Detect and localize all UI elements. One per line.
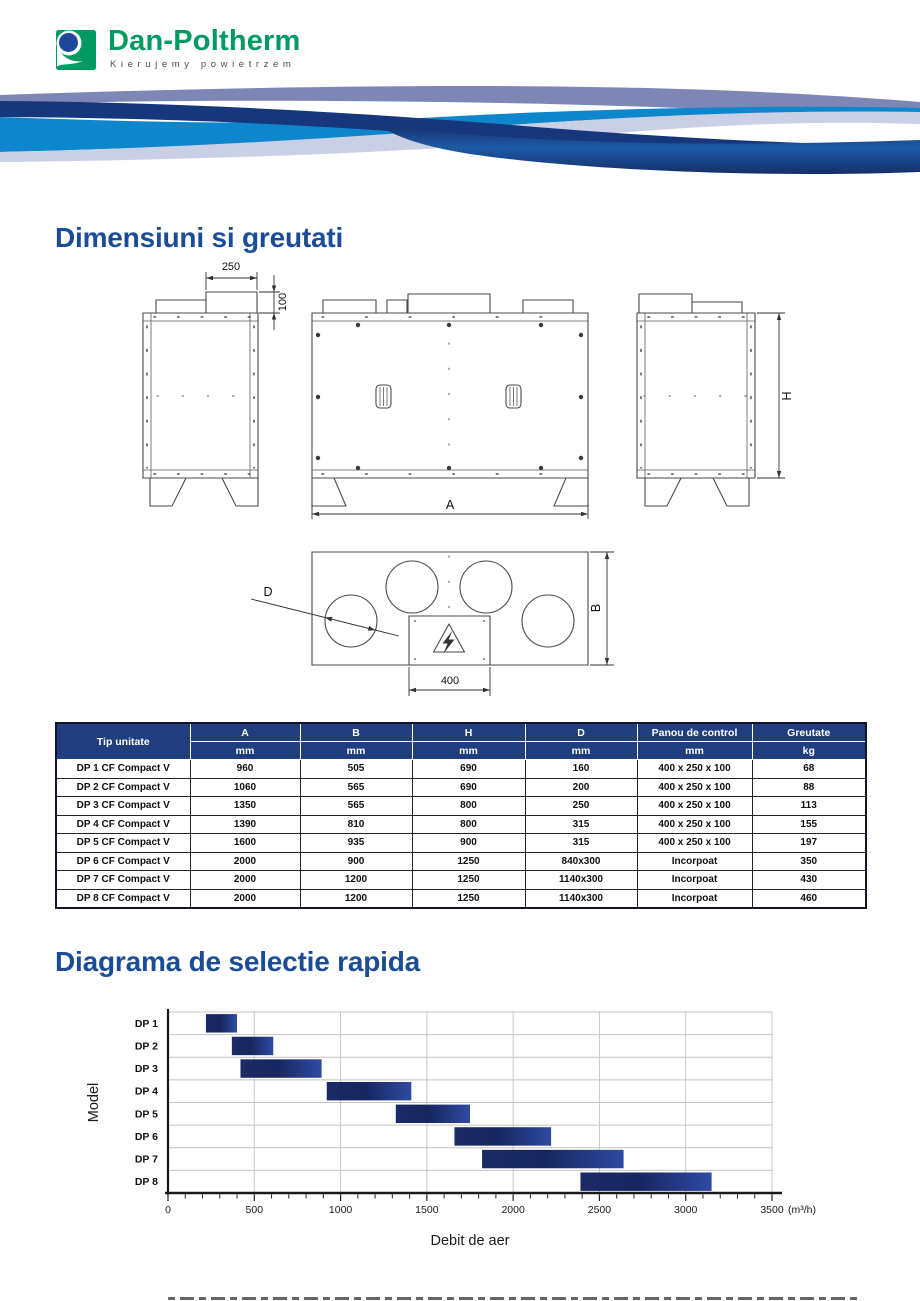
y-axis-label: DP 7 <box>134 1153 158 1166</box>
logo-dot <box>59 33 78 52</box>
table-row <box>56 834 866 853</box>
value-cell: 565 <box>300 778 412 797</box>
chart-bar <box>327 1082 412 1100</box>
table-row <box>56 889 866 908</box>
x-tick-label: 1000 <box>328 1204 353 1216</box>
table-row <box>56 760 866 779</box>
unit-header: mm <box>637 742 752 760</box>
value-cell: 1060 <box>190 778 300 797</box>
value-cell: 400 x 250 x 100 <box>637 778 752 797</box>
value-cell: 810 <box>300 815 412 834</box>
unit-header: mm <box>412 742 525 760</box>
dim-400-label: 400 <box>440 675 460 687</box>
dim-D-label: D <box>263 585 273 599</box>
dim-250-label: 250 <box>221 261 241 273</box>
chart-bar <box>240 1059 321 1077</box>
y-axis-label: DP 5 <box>134 1108 158 1121</box>
value-cell: 960 <box>190 760 300 779</box>
value-cell: 250 <box>525 797 637 816</box>
value-cell: 160 <box>525 760 637 779</box>
value-cell: 350 <box>752 852 866 871</box>
table-row <box>56 852 866 871</box>
y-axis-label: DP 6 <box>134 1130 158 1143</box>
col-header-tip-unitate: Tip unitate <box>56 723 190 760</box>
x-tick-label: 1500 <box>415 1204 439 1216</box>
value-cell: 1250 <box>412 889 525 908</box>
unit-type-cell: DP 3 CF Compact V <box>56 797 190 816</box>
value-cell: 315 <box>525 834 637 853</box>
logo-text <box>108 26 301 70</box>
value-cell: 1200 <box>300 871 412 890</box>
unit-type-cell: DP 4 CF Compact V <box>56 815 190 834</box>
value-cell: Incorpoat <box>637 889 752 908</box>
col-header-greutate: Greutate <box>752 723 866 742</box>
chart-bar <box>396 1105 470 1123</box>
chart-bar <box>454 1127 551 1145</box>
value-cell: 800 <box>412 815 525 834</box>
value-cell: 1600 <box>190 834 300 853</box>
x-tick-label: 3000 <box>674 1204 698 1216</box>
chart-bar <box>580 1172 711 1190</box>
y-axis-label: DP 3 <box>134 1063 158 1076</box>
unit-header: kg <box>752 742 866 760</box>
value-cell: 1390 <box>190 815 300 834</box>
unit-type-cell: DP 1 CF Compact V <box>56 760 190 779</box>
value-cell: 200 <box>525 778 637 797</box>
dim-100-label: 100 <box>277 292 289 312</box>
side-view-right-drawing <box>637 294 794 506</box>
unit-type-cell: DP 8 CF Compact V <box>56 889 190 908</box>
value-cell: 2000 <box>190 889 300 908</box>
value-cell: 900 <box>300 852 412 871</box>
dimensions-table <box>55 722 867 909</box>
side-view-left-drawing <box>143 261 289 506</box>
front-view-drawing <box>312 294 588 519</box>
value-cell: 1140x300 <box>525 889 637 908</box>
y-axis-label: DP 2 <box>134 1040 158 1053</box>
value-cell: 1350 <box>190 797 300 816</box>
x-axis-title: Debit de aer <box>430 1233 510 1249</box>
technical-drawings <box>0 255 920 700</box>
dim-A-label: A <box>445 498 455 512</box>
table-row <box>56 871 866 890</box>
x-tick-label: 2500 <box>587 1204 612 1216</box>
cut-off-footer-text <box>168 1297 860 1300</box>
unit-type-cell: DP 2 CF Compact V <box>56 778 190 797</box>
table-row <box>56 815 866 834</box>
value-cell: 505 <box>300 760 412 779</box>
value-cell: 2000 <box>190 871 300 890</box>
value-cell: 935 <box>300 834 412 853</box>
value-cell: 400 x 250 x 100 <box>637 797 752 816</box>
section-title-selection: Diagrama de selectie rapida <box>55 946 420 977</box>
value-cell: 1250 <box>412 852 525 871</box>
dimensions-table-body <box>56 760 866 909</box>
top-view-drawing <box>251 552 614 696</box>
value-cell: 460 <box>752 889 866 908</box>
value-cell: 565 <box>300 797 412 816</box>
value-cell: 840x300 <box>525 852 637 871</box>
value-cell: 1200 <box>300 889 412 908</box>
value-cell: 400 x 250 x 100 <box>637 815 752 834</box>
chart-bar <box>206 1014 237 1032</box>
col-header-d: D <box>525 723 637 742</box>
value-cell: 197 <box>752 834 866 853</box>
value-cell: 690 <box>412 778 525 797</box>
brand-tagline: Kierujemy powietrzem <box>110 59 296 71</box>
x-tick-label: 500 <box>245 1204 264 1216</box>
unit-type-cell: DP 5 CF Compact V <box>56 834 190 853</box>
value-cell: 900 <box>412 834 525 853</box>
value-cell: 113 <box>752 797 866 816</box>
value-cell: 155 <box>752 815 866 834</box>
table-header <box>56 723 866 760</box>
value-cell: 690 <box>412 760 525 779</box>
dim-B-label: B <box>589 603 603 613</box>
unit-header: mm <box>525 742 637 760</box>
value-cell: 88 <box>752 778 866 797</box>
value-cell: 68 <box>752 760 866 779</box>
wave-banner <box>0 86 920 196</box>
unit-header: mm <box>190 742 300 760</box>
col-header-panou: Panou de control <box>637 723 752 742</box>
value-cell: 1140x300 <box>525 871 637 890</box>
selection-chart <box>0 985 920 1285</box>
value-cell: Incorpoat <box>637 871 752 890</box>
value-cell: 400 x 250 x 100 <box>637 834 752 853</box>
brand-name: Dan-Poltherm <box>108 25 301 57</box>
y-axis-label: DP 8 <box>134 1176 158 1189</box>
x-axis-unit: (m³/h) <box>788 1204 816 1216</box>
chart-bar <box>482 1150 624 1168</box>
value-cell: 430 <box>752 871 866 890</box>
logo-icon <box>55 26 99 72</box>
y-axis-label: DP 4 <box>134 1085 158 1098</box>
chart-bar <box>232 1037 273 1055</box>
dim-H-label: H <box>780 391 794 401</box>
x-tick-label: 0 <box>165 1204 171 1216</box>
table-row <box>56 778 866 797</box>
unit-type-cell: DP 7 CF Compact V <box>56 871 190 890</box>
x-tick-label: 2000 <box>501 1204 525 1216</box>
y-axis-title: Model <box>86 1082 102 1123</box>
value-cell: 1250 <box>412 871 525 890</box>
section-title-dimensions: Dimensiuni si greutati <box>55 222 344 253</box>
unit-header: mm <box>300 742 412 760</box>
col-header-b: B <box>300 723 412 742</box>
y-axis-label: DP 1 <box>134 1017 158 1030</box>
unit-type-cell: DP 6 CF Compact V <box>56 852 190 871</box>
value-cell: 315 <box>525 815 637 834</box>
value-cell: 2000 <box>190 852 300 871</box>
col-header-a: A <box>190 723 300 742</box>
table-row <box>56 797 866 816</box>
x-tick-label: 3500 <box>760 1204 784 1216</box>
logo <box>55 26 301 72</box>
value-cell: 800 <box>412 797 525 816</box>
value-cell: 400 x 250 x 100 <box>637 760 752 779</box>
value-cell: Incorpoat <box>637 852 752 871</box>
col-header-h: H <box>412 723 525 742</box>
